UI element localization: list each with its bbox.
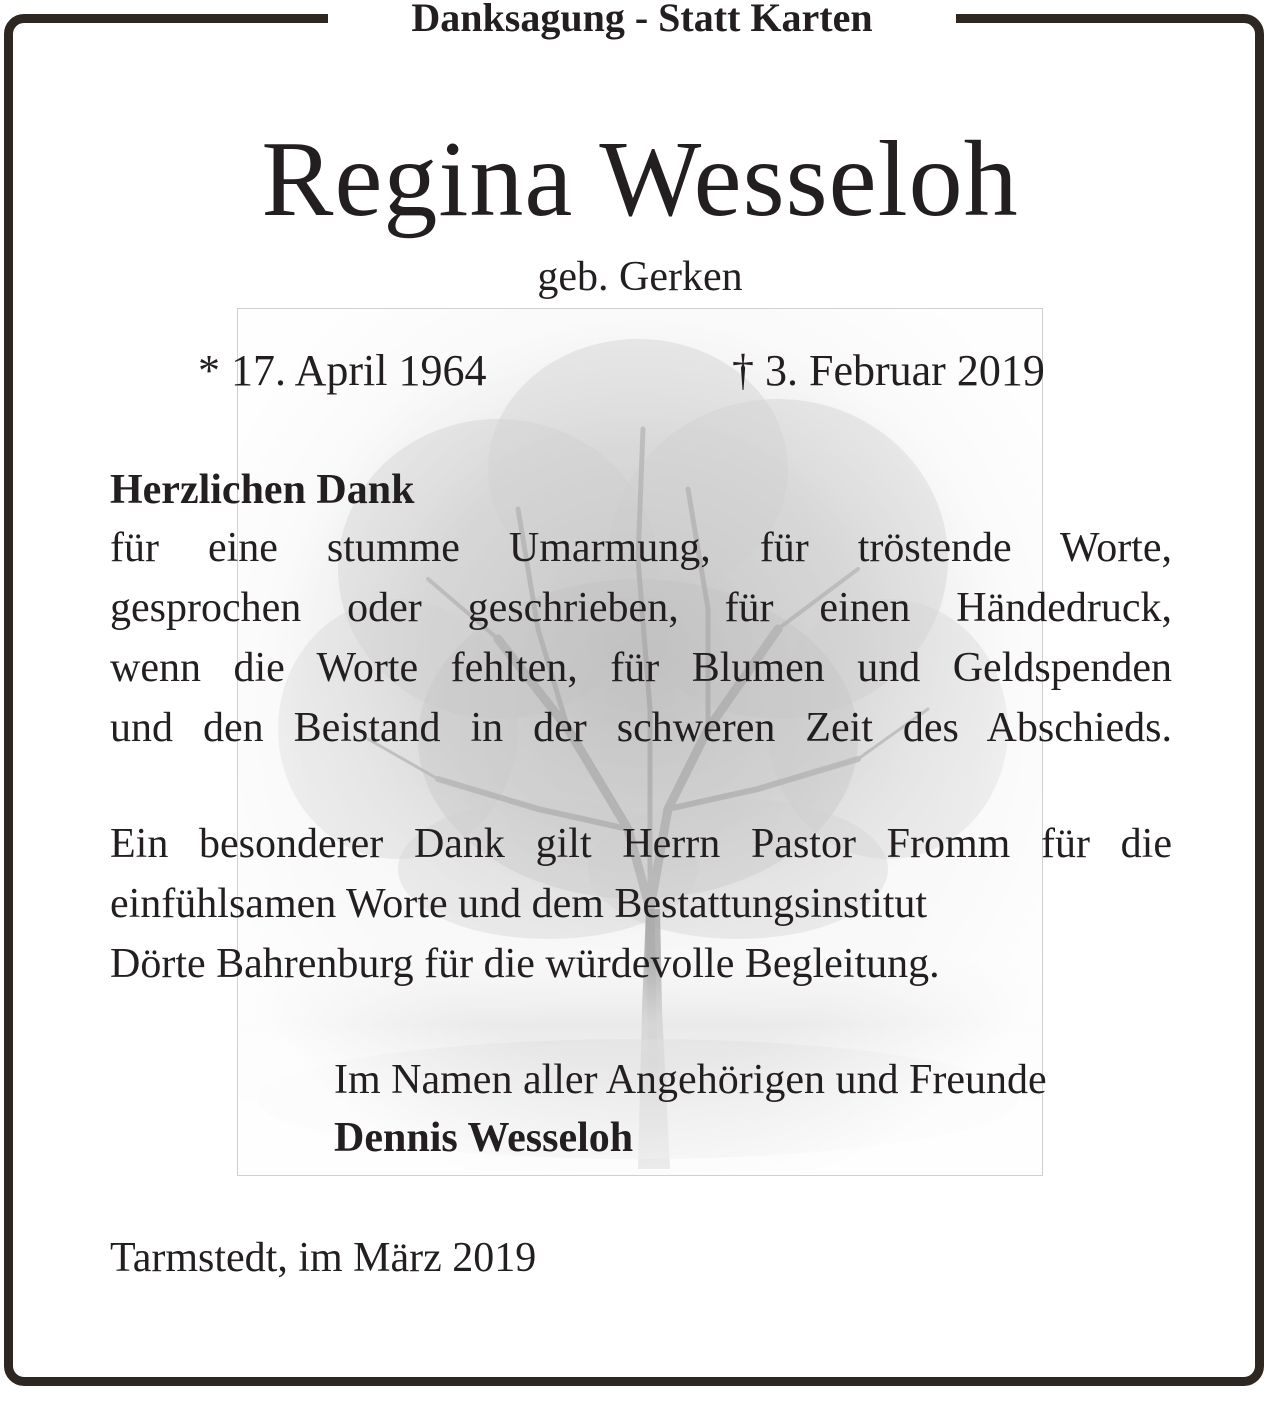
signature-intro: Im Namen aller Angehörigen und Freunde — [334, 1057, 1047, 1103]
thanks-line: wenn die Worte fehlten, für Blumen und Geldspenden — [110, 645, 1172, 691]
death-date: † 3. Februar 2019 — [732, 346, 1045, 395]
place-date: Tarmstedt, im März 2019 — [110, 1235, 537, 1281]
deceased-name: Regina Wesseloh — [261, 120, 1019, 239]
thanks-line: und den Beistand in der schweren Zeit des Abschieds. — [110, 705, 1172, 751]
signature-name: Dennis Wesseloh — [334, 1115, 634, 1161]
special-thanks-line: einfühlsamen Worte und dem Bestattungsinstitut — [110, 881, 928, 927]
special-thanks-line: Ein besonderer Dank gilt Herrn Pastor Fromm für die — [110, 821, 1172, 867]
maiden-name: geb. Gerken — [537, 254, 743, 300]
thanks-line: gesprochen oder geschrieben, für einen Händedruck, — [110, 585, 1172, 631]
thanks-heading: Herzlichen Dank — [110, 467, 415, 513]
header-title: Danksagung - Statt Karten — [411, 0, 873, 40]
birth-date: * 17. April 1964 — [198, 346, 487, 395]
special-thanks-line: Dörte Bahrenburg für die würdevolle Begleitung. — [110, 941, 940, 987]
thanks-line: für eine stumme Umarmung, für tröstende Worte, — [110, 525, 1172, 571]
